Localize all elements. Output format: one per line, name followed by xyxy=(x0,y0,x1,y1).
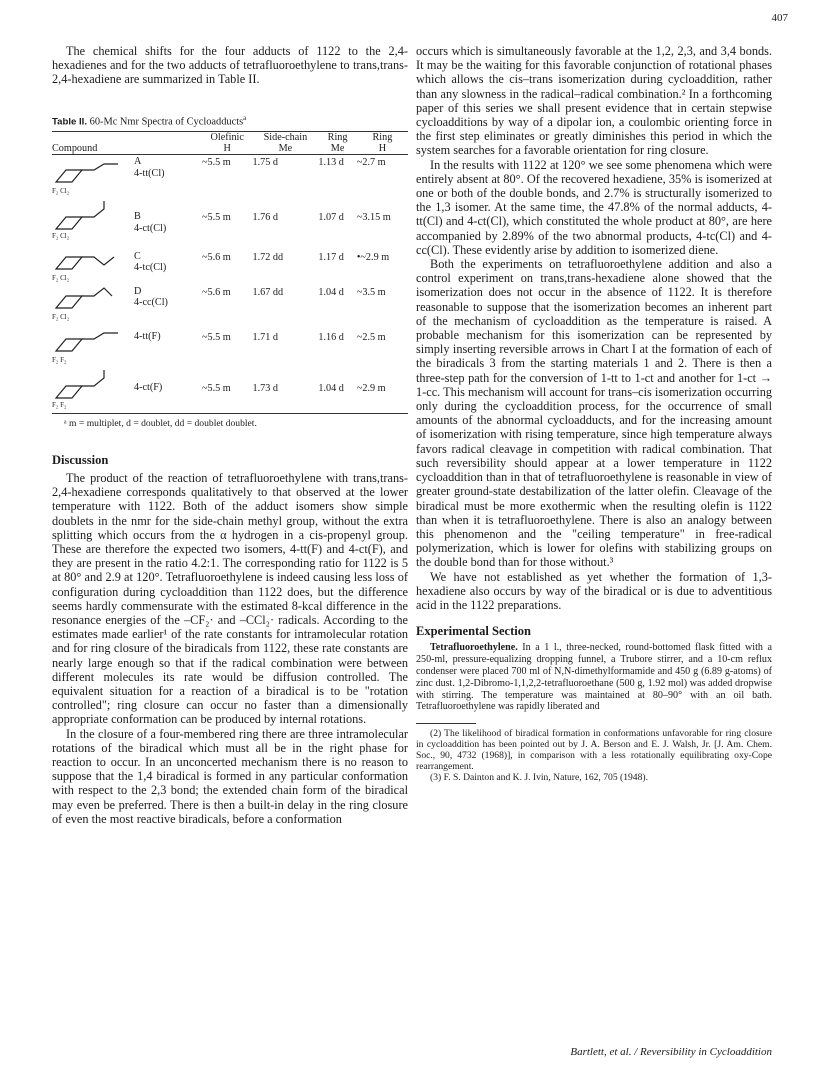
experimental-bold-label: Tetrafluoroethylene. xyxy=(430,642,518,654)
cell-olefinic: ~5.5 m xyxy=(202,212,231,224)
table-row xyxy=(52,244,408,285)
experimental-paragraph xyxy=(416,642,772,713)
table-caption-label: Table II. xyxy=(52,116,88,128)
header-ringh-bottom: H xyxy=(378,143,387,155)
cell-ringme: 1.07 d xyxy=(318,212,344,224)
structure-a-sub: F₂ Cl₂ xyxy=(52,187,70,196)
right-paragraph-1: occurs which is simultaneously favorable at the 1,2, 2,3, and 3,4 bonds. It may be the waiting for this favorable conjunction of rotational phases which allows the cis–trans isomerization during cycloaddition, rather than any slowness in the radical–radical combination.² In a forthcoming paper of this series we shall present evidence that in certain stepwise cycloadditions by way of a dipolar ion, a coulombic orienting force in the first step eliminates or greatly diminishes this period in which the system searches for a favorable orientation for ring closure. xyxy=(416,44,772,158)
structure-c-sub: F₂ Cl₂ xyxy=(52,273,70,282)
cell-olefinic: ~5.6 m xyxy=(202,286,231,298)
cell-sidechain: 1.67 dd xyxy=(252,286,284,298)
table-caption-sup: a xyxy=(243,113,247,122)
table-row xyxy=(52,324,408,367)
reference-3: (3) F. S. Dainton and K. J. Ivin, Nature, 162, 705 (1948). xyxy=(430,772,648,784)
structure-ctf-icon xyxy=(52,368,132,402)
row-label: C xyxy=(134,250,141,262)
experimental-heading: Experimental Section xyxy=(416,624,531,639)
cell-olefinic: ~5.5 m xyxy=(202,332,231,344)
cell-sidechain: 1.76 d xyxy=(252,212,278,224)
cell-olefinic: ~5.6 m xyxy=(202,251,231,263)
table-row xyxy=(52,198,408,243)
cell-ringme: 1.17 d xyxy=(318,251,344,263)
cell-ringh: ~2.5 m xyxy=(356,332,386,344)
cell-ringme: 1.16 d xyxy=(318,332,344,344)
row-label2: 4-tc(Cl) xyxy=(134,262,167,274)
reference-2: (2) The likelihood of biradical formation in conformations unfavorable for ring closure in cycloaddition has been pointed out by J. A. Berson and E. J. Walsh, Jr. [J. Am. Chem. Soc., 90, 4732 (1968)], in comparison with a less rotationally equilibrating oxy-Cope rearrangement. xyxy=(416,728,772,773)
right-paragraph-3: Both the experiments on tetrafluoroethylene addition and also a control experiment on trans,trans-hexadiene alone showed that the isomerization does not occur in the absence of 1122. It is therefore reasonable to suppose that the isomerization becomes an inherent part of the mechanism of cycloaddition as the temperature is raised. A probable mechanism for this isomerization can be represented by simply inserting reversible arrows in Chart I at the formation of each of the biradicals 3 from the starting materials 1 and 2. There is then a three-step path for the conversion of 1-tt to 1-ct and another for 1-ct → 1-cc. This mechanism will account for trans–cis isomerization occurring only during the cycloaddition process, for the occurrence of small amounts of the abnormal cycloadducts, and for the increasing amount of isomerization with rising temperature, since high temperature always favors radical cleavage in competition with radical combination. That such reversibility should appear at a lower temperature in 1122 cycloaddition than in that of tetrafluoroethylene is reasonable in view of greater ground-state destabilization of the latter olefin. Cleavage of the biradical must be more exothermic when the resulting olefin is 1122 than when it is tetrafluoroethylene. There is also an analogy between this phenomenon and the "ceiling temperature" in free-radical polymerization, which is lower for olefins with stabilizing groups on the double bond than for those without.³ xyxy=(416,257,772,570)
header-ringme-top: Ring xyxy=(327,132,348,144)
header-olefinic-top: Olefinic xyxy=(210,132,244,144)
cell-ringh: ~3.15 m xyxy=(356,212,391,224)
running-footer: Bartlett, et al. / Reversibility in Cycloaddition xyxy=(570,1046,772,1058)
discussion-paragraph-1: The product of the reaction of tetrafluoroethylene with trans,trans-2,4-hexadiene corresponds qualitatively to that observed at the lower temperature with 1122. Both of the adduct isomers show simple doublets in the nmr for the side-chain methyl group, without the extra splitting which occurs from the α hydrogen in a cis-propenyl group. These are therefore the expected two isomers, 4-tt(F) and 4-ct(F), and they are present in the ratio 4.2:1. The corresponding ratio for 1122 is 5 at 80° and 2.9 at 120°. Tetrafluoroethylene is indeed causing less loss of configuration during cycloaddition than 1122 does, but the difference seems hardly commensurate with the estimated 8-kcal difference in the resonance energies of the –CF₂· and –CCl₂· radicals. According to the estimates made earlier¹ of the rate constants for intramolecular rotation and for ring closure of the biradicals from 1122, these rate constants are nearly large enough so that if the radical combination were between different molecules its rate would be diffusion controlled. The equivalent situation for a reaction of a biradical is to be "rotation controlled"; ring closure can occur no faster than a dimensionally appropriate conformation can be produced by internal rotations. xyxy=(52,470,408,727)
structure-b-sub: F₂ Cl₂ xyxy=(52,232,70,241)
right-paragraph-4: We have not established as yet whether the formation of 1,3-hexadiene also occurs by way of the biradical or is due to adventitious acid in the 1122 preparations. xyxy=(416,569,772,612)
cell-sidechain: 1.73 d xyxy=(252,383,278,395)
table-row xyxy=(52,285,408,324)
header-ringh-top: Ring xyxy=(372,132,393,144)
page-number: 407 xyxy=(771,12,788,24)
right-column xyxy=(416,44,772,783)
left-column xyxy=(52,44,408,826)
experimental-text: In a 1 l., three-necked, round-bottomed flask fitted with a 250-ml, pressure-equalizing dropping funnel, a Trubore stirrer, and a 10-cm reflux condenser were placed 700 ml of N,N-dimethylformamide and 450 g (6.89 g-atoms) of zinc dust. 1,2-Dibromo-1,1,2,2-tetrafluoroethane (500 g, 1.92 mol) was added dropwise with stirring. The temperature was maintained at 80–90° with an oil bath. Tetrafluoroethylene was rapidly liberated and xyxy=(416,642,772,713)
cell-ringh: ~2.9 m xyxy=(356,383,386,395)
right-paragraph-2: In the results with 1122 at 120° we see some phenomena which were entirely absent at 80°. Of the recovered hexadiene, 35% is isomerized at one or both of the double bonds, and 2.7% is structurally isomerized to the 1,3 isomer. At the same time, the 47.8% of the normal adducts, 4-tt(Cl) and 4-ct(Cl), which constituted the whole product at 80°, are here accompanied by 2.89% of the two abnormal products, 4-tc(Cl) and 4-cc(Cl). These evidently arise by addition to isomerized diene. xyxy=(416,157,772,257)
cell-ringh: •~2.9 m xyxy=(356,251,390,263)
cell-sidechain: 1.72 dd xyxy=(252,251,284,263)
table-caption xyxy=(52,111,408,130)
table-caption-text: 60-Mc Nmr Spectra of Cycloadducts xyxy=(89,116,244,128)
header-sidechain-bottom: Me xyxy=(278,143,293,155)
table-row xyxy=(52,155,408,198)
row-label: A xyxy=(134,156,142,168)
cell-ringme: 1.04 d xyxy=(318,383,344,395)
table-row xyxy=(52,367,408,413)
row-label2: 4-cc(Cl) xyxy=(134,297,168,309)
discussion-heading: Discussion xyxy=(52,452,109,467)
discussion-paragraph-2: In the closure of a four-membered ring there are three intramolecular rotations of the biradical which must all be in the right phase for reaction to occur. In an unconcerted mechanism there is no reason to suppose that the 1,4 biradical is formed in any particular conformation with respect to the 2,3 bond; the extended chain form of the biradical may even be preferred. There is then a built-in delay in the ring closure of even the most reactive biradicals, before a conformation xyxy=(52,726,408,826)
structure-d-sub: F₂ Cl₂ xyxy=(52,312,70,321)
cell-ringme: 1.13 d xyxy=(318,157,344,169)
cell-ringh: ~2.7 m xyxy=(356,157,386,169)
header-compound: Compound xyxy=(52,143,98,155)
cell-ringme: 1.04 d xyxy=(318,286,344,298)
header-sidechain-top: Side-chain xyxy=(263,132,308,144)
table-footnote: ᵃ m = multiplet, d = doublet, dd = doublet doublet. xyxy=(64,417,257,429)
cell-sidechain: 1.75 d xyxy=(252,157,278,169)
row-label2: 4-ct(F) xyxy=(134,382,163,394)
intro-paragraph: The chemical shifts for the four adducts of 1122 to the 2,4-hexadienes and for the two adducts of tetrafluoroethylene to trans,trans-2,4-hexadiene are summarized in Table II. xyxy=(52,44,408,87)
nmr-table xyxy=(52,131,408,413)
cell-sidechain: 1.71 d xyxy=(252,332,278,344)
cell-olefinic: ~5.5 m xyxy=(202,383,231,395)
row-label: D xyxy=(134,285,142,297)
row-label2: 4-tt(F) xyxy=(134,331,161,343)
header-ringme-bottom: Me xyxy=(330,143,345,155)
cell-olefinic: ~5.5 m xyxy=(202,157,231,169)
footnote-divider xyxy=(416,723,476,724)
structure-b-icon xyxy=(52,199,132,233)
structure-ttf-sub: F₂ F₂ xyxy=(52,356,67,365)
header-olefinic-bottom: H xyxy=(223,143,231,155)
row-label2: 4-tt(Cl) xyxy=(134,167,165,179)
structure-ctf-sub: F₂ F₂ xyxy=(52,401,67,410)
row-label: B xyxy=(134,211,141,223)
row-label2: 4-ct(Cl) xyxy=(134,222,167,234)
cell-ringh: ~3.5 m xyxy=(356,286,386,298)
